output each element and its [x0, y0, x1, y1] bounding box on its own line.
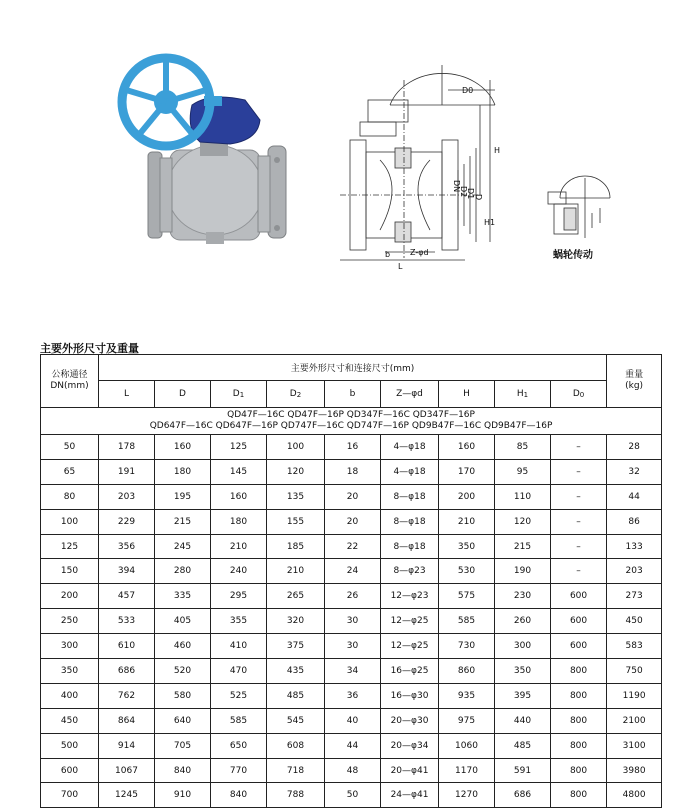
cell-d: 580 [155, 683, 211, 708]
cell-d0: 800 [551, 708, 607, 733]
cell-d0: – [551, 559, 607, 584]
cell-d: 280 [155, 559, 211, 584]
cell-d2: 375 [267, 634, 325, 659]
cell-d2: 120 [267, 459, 325, 484]
cell-weight: 32 [607, 459, 662, 484]
cell-h: 585 [439, 609, 495, 634]
col-l: L [99, 381, 155, 408]
cell-dn: 400 [41, 683, 99, 708]
table-row [41, 733, 662, 758]
label-d1: D1 [466, 188, 475, 200]
cell-d1: 410 [211, 634, 267, 659]
label-z-d: Z-φd [410, 248, 429, 257]
label-d0: D0 [462, 86, 474, 95]
cell-weight: 273 [607, 584, 662, 609]
cell-z-d: 24—φ41 [381, 783, 439, 808]
table-subheader-row [41, 381, 662, 408]
cell-dn: 450 [41, 708, 99, 733]
table-row [41, 459, 662, 484]
valve-photo [100, 40, 300, 255]
cell-h1: 300 [495, 634, 551, 659]
table-row [41, 659, 662, 684]
cell-weight: 750 [607, 659, 662, 684]
cell-b: 44 [325, 733, 381, 758]
cell-d0: 800 [551, 659, 607, 684]
cell-h: 170 [439, 459, 495, 484]
cell-l: 178 [99, 435, 155, 460]
label-h: H [494, 146, 501, 155]
cell-h1: 215 [495, 534, 551, 559]
cell-d: 520 [155, 659, 211, 684]
cell-h1: 230 [495, 584, 551, 609]
cell-weight: 3980 [607, 758, 662, 783]
cell-d0: 800 [551, 758, 607, 783]
cell-h1: 440 [495, 708, 551, 733]
cell-d2: 155 [267, 509, 325, 534]
label-b: b [385, 250, 391, 259]
cell-b: 20 [325, 509, 381, 534]
cell-b: 30 [325, 634, 381, 659]
table-row [41, 484, 662, 509]
cell-d1: 240 [211, 559, 267, 584]
cell-d2: 100 [267, 435, 325, 460]
cell-d: 245 [155, 534, 211, 559]
cell-b: 40 [325, 708, 381, 733]
cell-h1: 85 [495, 435, 551, 460]
label-d2: D2 [459, 186, 468, 198]
cell-d: 160 [155, 435, 211, 460]
cell-z-d: 16—φ25 [381, 659, 439, 684]
cell-z-d: 8—φ18 [381, 509, 439, 534]
cell-weight: 4800 [607, 783, 662, 808]
col-d2: D2 [267, 381, 325, 408]
cell-h: 730 [439, 634, 495, 659]
cell-l: 356 [99, 534, 155, 559]
table-row [41, 435, 662, 460]
cell-d0: 800 [551, 783, 607, 808]
col-z-d: Z—φd [381, 381, 439, 408]
cell-z-d: 12—φ25 [381, 634, 439, 659]
cell-h: 350 [439, 534, 495, 559]
label-h1: H1 [484, 218, 496, 227]
cell-z-d: 8—φ18 [381, 484, 439, 509]
cell-d2: 265 [267, 584, 325, 609]
cell-h1: 260 [495, 609, 551, 634]
cell-d0: – [551, 484, 607, 509]
cell-d0: 600 [551, 634, 607, 659]
cell-z-d: 8—φ23 [381, 559, 439, 584]
cell-d: 910 [155, 783, 211, 808]
cell-h1: 120 [495, 509, 551, 534]
label-d: D [474, 194, 483, 201]
cell-d0: 600 [551, 584, 607, 609]
dimensions-group-header: 主要外形尺寸和连接尺寸(mm) [99, 355, 607, 381]
worm-gear-caption: 蜗轮传动 [553, 250, 593, 261]
cell-h1: 686 [495, 783, 551, 808]
label-dn: DN [452, 180, 461, 193]
cell-h: 1270 [439, 783, 495, 808]
cell-b: 20 [325, 484, 381, 509]
cell-d2: 135 [267, 484, 325, 509]
col-b: b [325, 381, 381, 408]
cell-weight: 86 [607, 509, 662, 534]
cell-d1: 355 [211, 609, 267, 634]
cell-d1: 585 [211, 708, 267, 733]
cell-h1: 110 [495, 484, 551, 509]
cell-dn: 700 [41, 783, 99, 808]
cell-d1: 145 [211, 459, 267, 484]
model-numbers-row [41, 408, 662, 435]
table-row [41, 559, 662, 584]
cell-b: 26 [325, 584, 381, 609]
cell-dn: 200 [41, 584, 99, 609]
cell-b: 50 [325, 783, 381, 808]
cell-d: 335 [155, 584, 211, 609]
cell-d2: 435 [267, 659, 325, 684]
table-row [41, 584, 662, 609]
cell-dn: 150 [41, 559, 99, 584]
cell-l: 762 [99, 683, 155, 708]
cell-d2: 718 [267, 758, 325, 783]
cell-d2: 185 [267, 534, 325, 559]
cell-d2: 320 [267, 609, 325, 634]
cell-h1: 395 [495, 683, 551, 708]
cell-b: 48 [325, 758, 381, 783]
cell-d0: 800 [551, 683, 607, 708]
cell-b: 30 [325, 609, 381, 634]
cell-d2: 210 [267, 559, 325, 584]
weight-header: 重量 (kg) [607, 355, 662, 408]
table-row [41, 634, 662, 659]
cell-z-d: 4—φ18 [381, 435, 439, 460]
cell-d1: 210 [211, 534, 267, 559]
cell-d: 215 [155, 509, 211, 534]
cell-h: 160 [439, 435, 495, 460]
cell-dn: 80 [41, 484, 99, 509]
cell-d1: 470 [211, 659, 267, 684]
cell-b: 18 [325, 459, 381, 484]
table-header-row [41, 355, 662, 381]
cell-h: 530 [439, 559, 495, 584]
cell-d: 195 [155, 484, 211, 509]
cell-d1: 840 [211, 783, 267, 808]
valve-section-drawing [330, 60, 510, 270]
label-l: L [398, 262, 403, 271]
cell-l: 533 [99, 609, 155, 634]
cell-weight: 28 [607, 435, 662, 460]
cell-dn: 125 [41, 534, 99, 559]
cell-weight: 203 [607, 559, 662, 584]
cell-z-d: 16—φ30 [381, 683, 439, 708]
cell-d1: 650 [211, 733, 267, 758]
cell-l: 1245 [99, 783, 155, 808]
table-row [41, 708, 662, 733]
cell-z-d: 20—φ41 [381, 758, 439, 783]
table-row [41, 783, 662, 808]
col-h1: H1 [495, 381, 551, 408]
cell-d: 640 [155, 708, 211, 733]
dn-header: 公称通径 DN(mm) [41, 355, 99, 408]
table-row [41, 758, 662, 783]
cell-dn: 350 [41, 659, 99, 684]
spec-table [40, 354, 662, 808]
col-d1: D1 [211, 381, 267, 408]
cell-d2: 788 [267, 783, 325, 808]
cell-d1: 295 [211, 584, 267, 609]
cell-weight: 3100 [607, 733, 662, 758]
cell-d2: 545 [267, 708, 325, 733]
cell-d0: 800 [551, 733, 607, 758]
cell-dn: 65 [41, 459, 99, 484]
cell-d0: – [551, 534, 607, 559]
cell-d1: 525 [211, 683, 267, 708]
cell-l: 191 [99, 459, 155, 484]
cell-d2: 608 [267, 733, 325, 758]
cell-h: 1060 [439, 733, 495, 758]
table-body [41, 435, 662, 808]
col-h: H [439, 381, 495, 408]
cell-h: 1170 [439, 758, 495, 783]
col-d0: D0 [551, 381, 607, 408]
cell-weight: 583 [607, 634, 662, 659]
cell-z-d: 12—φ25 [381, 609, 439, 634]
cell-d0: – [551, 459, 607, 484]
cell-l: 394 [99, 559, 155, 584]
worm-gear-sketch [540, 168, 615, 243]
col-d: D [155, 381, 211, 408]
cell-h: 935 [439, 683, 495, 708]
cell-b: 24 [325, 559, 381, 584]
cell-b: 22 [325, 534, 381, 559]
model-numbers: QD47F—16C QD47F—16P QD347F—16C QD347F—16P QD647F—16C QD647F—16P QD747F—16C QD747F—16P QD9B47F—16C QD9B47F—16P [41, 408, 662, 435]
cell-d1: 770 [211, 758, 267, 783]
cell-d: 405 [155, 609, 211, 634]
cell-h: 975 [439, 708, 495, 733]
cell-dn: 600 [41, 758, 99, 783]
cell-d1: 180 [211, 509, 267, 534]
cell-dn: 500 [41, 733, 99, 758]
cell-l: 686 [99, 659, 155, 684]
cell-l: 1067 [99, 758, 155, 783]
cell-z-d: 20—φ30 [381, 708, 439, 733]
cell-dn: 50 [41, 435, 99, 460]
cell-d: 840 [155, 758, 211, 783]
cell-d: 180 [155, 459, 211, 484]
cell-dn: 250 [41, 609, 99, 634]
cell-dn: 100 [41, 509, 99, 534]
cell-l: 457 [99, 584, 155, 609]
cell-h1: 591 [495, 758, 551, 783]
table-row [41, 683, 662, 708]
cell-l: 864 [99, 708, 155, 733]
cell-dn: 300 [41, 634, 99, 659]
cell-h1: 350 [495, 659, 551, 684]
cell-z-d: 4—φ18 [381, 459, 439, 484]
cell-d0: – [551, 509, 607, 534]
cell-weight: 1190 [607, 683, 662, 708]
cell-z-d: 8—φ18 [381, 534, 439, 559]
cell-l: 610 [99, 634, 155, 659]
table-row [41, 609, 662, 634]
cell-d0: 600 [551, 609, 607, 634]
cell-h: 575 [439, 584, 495, 609]
cell-b: 36 [325, 683, 381, 708]
cell-h: 210 [439, 509, 495, 534]
cell-d0: – [551, 435, 607, 460]
cell-h1: 485 [495, 733, 551, 758]
cell-weight: 450 [607, 609, 662, 634]
cell-d: 705 [155, 733, 211, 758]
cell-d1: 125 [211, 435, 267, 460]
section-title: 主要外形尺寸及重量 [40, 342, 139, 355]
cell-d1: 160 [211, 484, 267, 509]
cell-h1: 190 [495, 559, 551, 584]
cell-h1: 95 [495, 459, 551, 484]
cell-l: 203 [99, 484, 155, 509]
cell-weight: 133 [607, 534, 662, 559]
cell-d2: 485 [267, 683, 325, 708]
cell-d: 460 [155, 634, 211, 659]
cell-b: 34 [325, 659, 381, 684]
table-row [41, 509, 662, 534]
cell-z-d: 12—φ23 [381, 584, 439, 609]
cell-b: 16 [325, 435, 381, 460]
cell-weight: 2100 [607, 708, 662, 733]
cell-h: 860 [439, 659, 495, 684]
cell-l: 229 [99, 509, 155, 534]
cell-h: 200 [439, 484, 495, 509]
cell-weight: 44 [607, 484, 662, 509]
cell-z-d: 20—φ34 [381, 733, 439, 758]
table-row [41, 534, 662, 559]
cell-l: 914 [99, 733, 155, 758]
